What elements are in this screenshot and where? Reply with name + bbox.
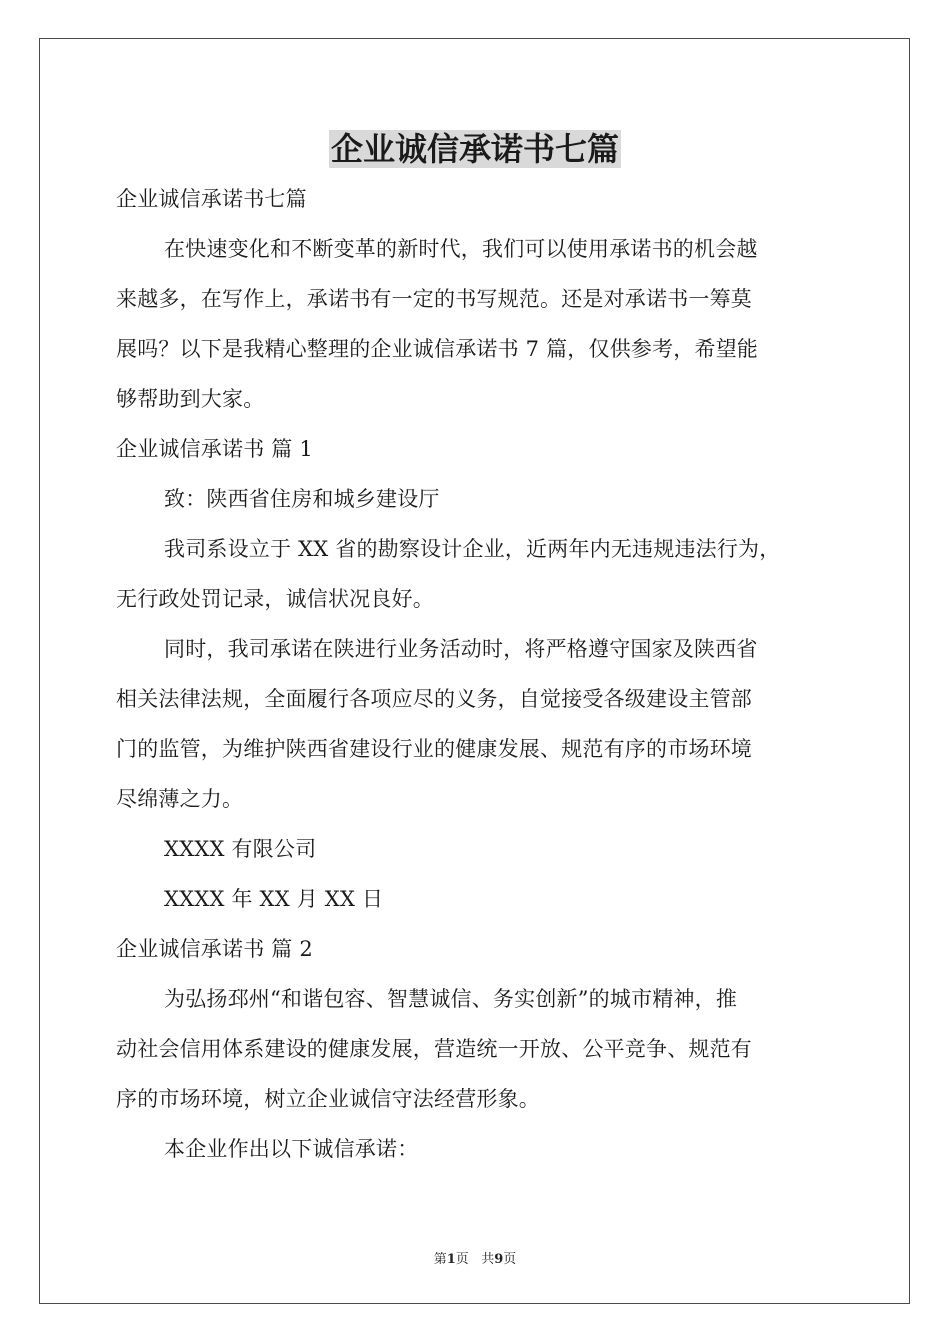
signature-date: XXXX 年 XX 月 XX 日 — [164, 887, 384, 911]
body-line: 来越多，在写作上，承诺书有一定的书写规范。还是对承诺书一筹莫 — [116, 287, 752, 311]
page-current: 1 — [446, 1252, 456, 1267]
body-line: 尽绵薄之力。 — [116, 787, 244, 811]
document-title — [0, 124, 950, 174]
section-heading: 企业诚信承诺书 篇 2 — [116, 937, 313, 961]
body-line: 动社会信用体系建设的健康发展，营造统一开放、公平竞争、规范有 — [116, 1037, 752, 1061]
page-footer — [0, 1248, 950, 1267]
body-line: 无行政处罚记录，诚信状况良好。 — [116, 587, 434, 611]
body-line: 展吗？以下是我精心整理的企业诚信承诺书 7 篇，仅供参考，希望能 — [116, 337, 759, 361]
body-line: 同时，我司承诺在陕进行业务活动时，将严格遵守国家及陕西省 — [164, 637, 758, 661]
section-heading: 企业诚信承诺书 篇 1 — [116, 437, 313, 461]
body-line: 序的市场环境，树立企业诚信守法经营形象。 — [116, 1087, 540, 1111]
page-suffix: 页 — [503, 1252, 517, 1267]
body-line: 在快速变化和不断变革的新时代，我们可以使用承诺书的机会越 — [164, 237, 758, 261]
document-title-text: 企业诚信承诺书七篇 — [330, 130, 619, 168]
body-line: 我司系设立于 XX 省的勘察设计企业，近两年内无违规违法行为， — [164, 537, 781, 561]
body-line: 相关法律法规，全面履行各项应尽的义务，自觉接受各级建设主管部 — [116, 687, 752, 711]
page-mid: 页 共 — [455, 1252, 495, 1267]
body-line: 够帮助到大家。 — [116, 387, 265, 411]
body-line: 致：陕西省住房和城乡建设厅 — [164, 487, 440, 511]
document-body — [116, 174, 836, 1174]
body-line: 本企业作出以下诚信承诺： — [164, 1137, 419, 1161]
body-line: 门的监管，为维护陕西省建设行业的健康发展、规范有序的市场环境 — [116, 737, 752, 761]
page-total: 9 — [494, 1252, 504, 1267]
signature-company: XXXX 有限公司 — [164, 837, 317, 861]
page-prefix: 第 — [433, 1252, 447, 1267]
body-line: 企业诚信承诺书七篇 — [116, 187, 307, 211]
body-line: 为弘扬邳州“和谐包容、智慧诚信、务实创新”的城市精神，推 — [164, 987, 738, 1011]
